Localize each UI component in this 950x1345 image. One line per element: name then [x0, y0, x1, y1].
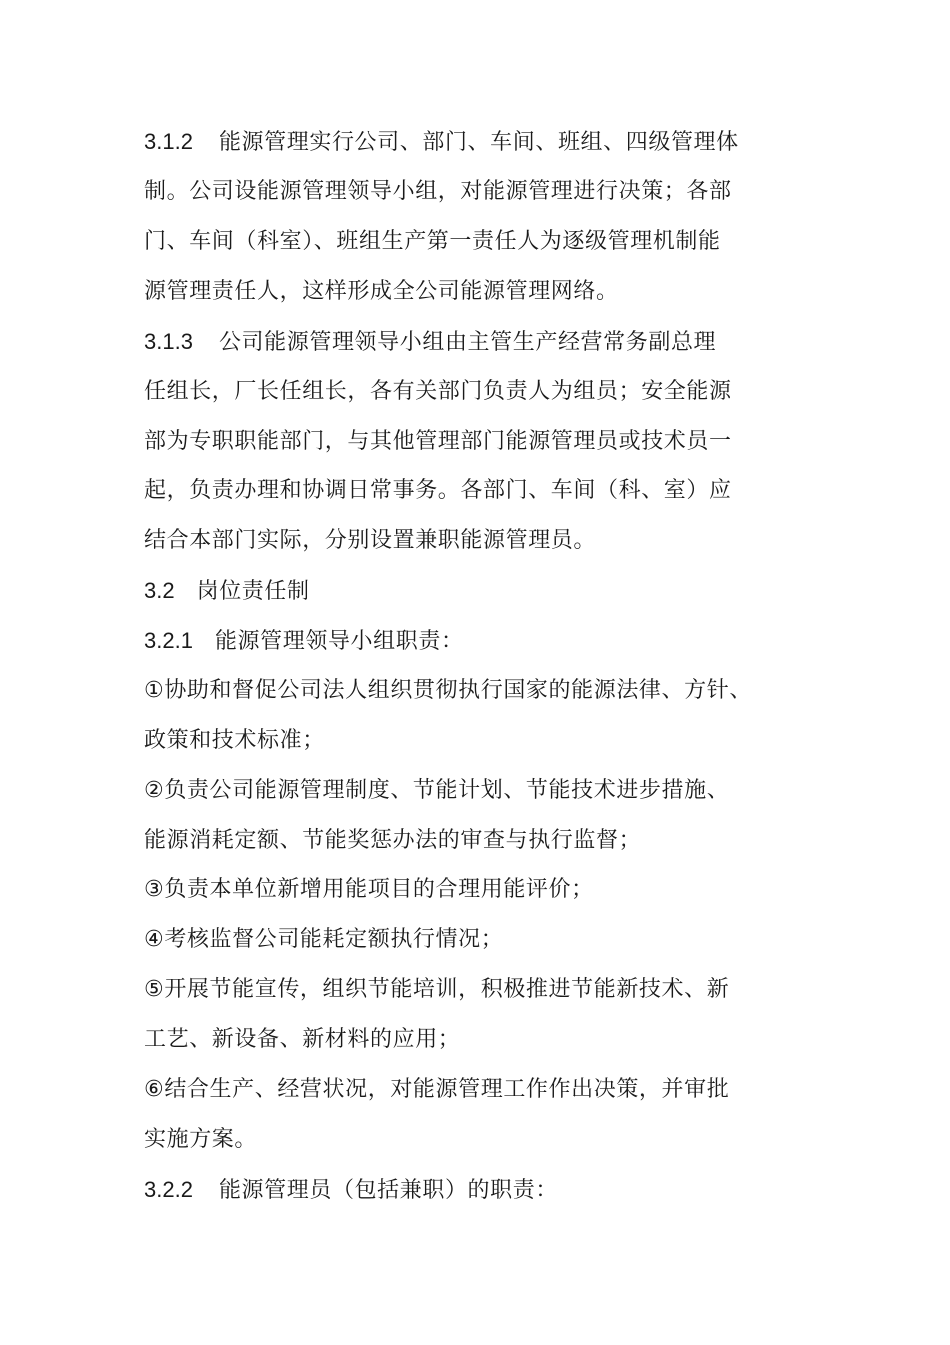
paragraph-line: 门、车间（科室）、班组生产第一责任人为逐级管理机制能	[144, 229, 721, 254]
section-title: 能源管理员（包括兼职）的职责：	[218, 1178, 558, 1203]
section-number: 3.1.2	[144, 129, 193, 154]
duty-item-6: ⑥结合生产、经营状况，对能源管理工作作出决策，并审批	[144, 1077, 730, 1102]
section-number: 3.2.1	[144, 628, 193, 653]
section-3-2-heading	[144, 576, 310, 607]
paragraph-line: 起，负责办理和协调日常事务。各部门、车间（科、室）应	[144, 478, 732, 503]
paragraph-text: 能源管理实行公司、部门、车间、班组、四级管理体	[218, 130, 739, 155]
duty-item-4: ④考核监督公司能耗定额执行情况；	[144, 927, 504, 952]
duty-item-1-cont: 政策和技术标准；	[144, 728, 325, 753]
duty-item-3: ③负责本单位新增用能项目的合理用能评价；	[144, 877, 594, 902]
section-3-1-2-line-1	[144, 127, 739, 158]
duty-item-2-cont: 能源消耗定额、节能奖惩办法的审查与执行监督；	[144, 828, 642, 853]
paragraph-line: 部为专职职能部门，与其他管理部门能源管理员或技术员一	[144, 429, 732, 454]
section-title: 能源管理领导小组职责：	[214, 629, 464, 654]
paragraph-line: 任组长，厂长任组长，各有关部门负责人为组员；安全能源	[144, 379, 732, 404]
duty-item-6-cont: 实施方案。	[144, 1127, 258, 1152]
duty-item-1: ①协助和督促公司法人组织贯彻执行国家的能源法律、方针、	[144, 678, 752, 703]
section-number: 3.2.2	[144, 1177, 193, 1202]
section-3-2-2-heading	[144, 1175, 558, 1206]
paragraph-line: 结合本部门实际，分别设置兼职能源管理员。	[144, 528, 597, 553]
paragraph-text: 公司能源管理领导小组由主管生产经营常务副总理	[218, 330, 717, 355]
duty-item-2: ②负责公司能源管理制度、节能计划、节能技术进步措施、	[144, 778, 730, 803]
duty-item-5: ⑤开展节能宣传，组织节能培训，积极推进节能新技术、新	[144, 977, 730, 1002]
section-title: 岗位责任制	[196, 579, 310, 604]
paragraph-line: 源管理责任人，这样形成全公司能源管理网络。	[144, 279, 619, 304]
duty-item-5-cont: 工艺、新设备、新材料的应用；	[144, 1027, 461, 1052]
paragraph-line: 制。公司设能源管理领导小组，对能源管理进行决策；各部	[144, 179, 732, 204]
section-number: 3.1.3	[144, 329, 193, 354]
section-number: 3.2	[144, 578, 175, 603]
section-3-2-1-heading	[144, 626, 464, 657]
section-3-1-3-line-1	[144, 327, 716, 358]
